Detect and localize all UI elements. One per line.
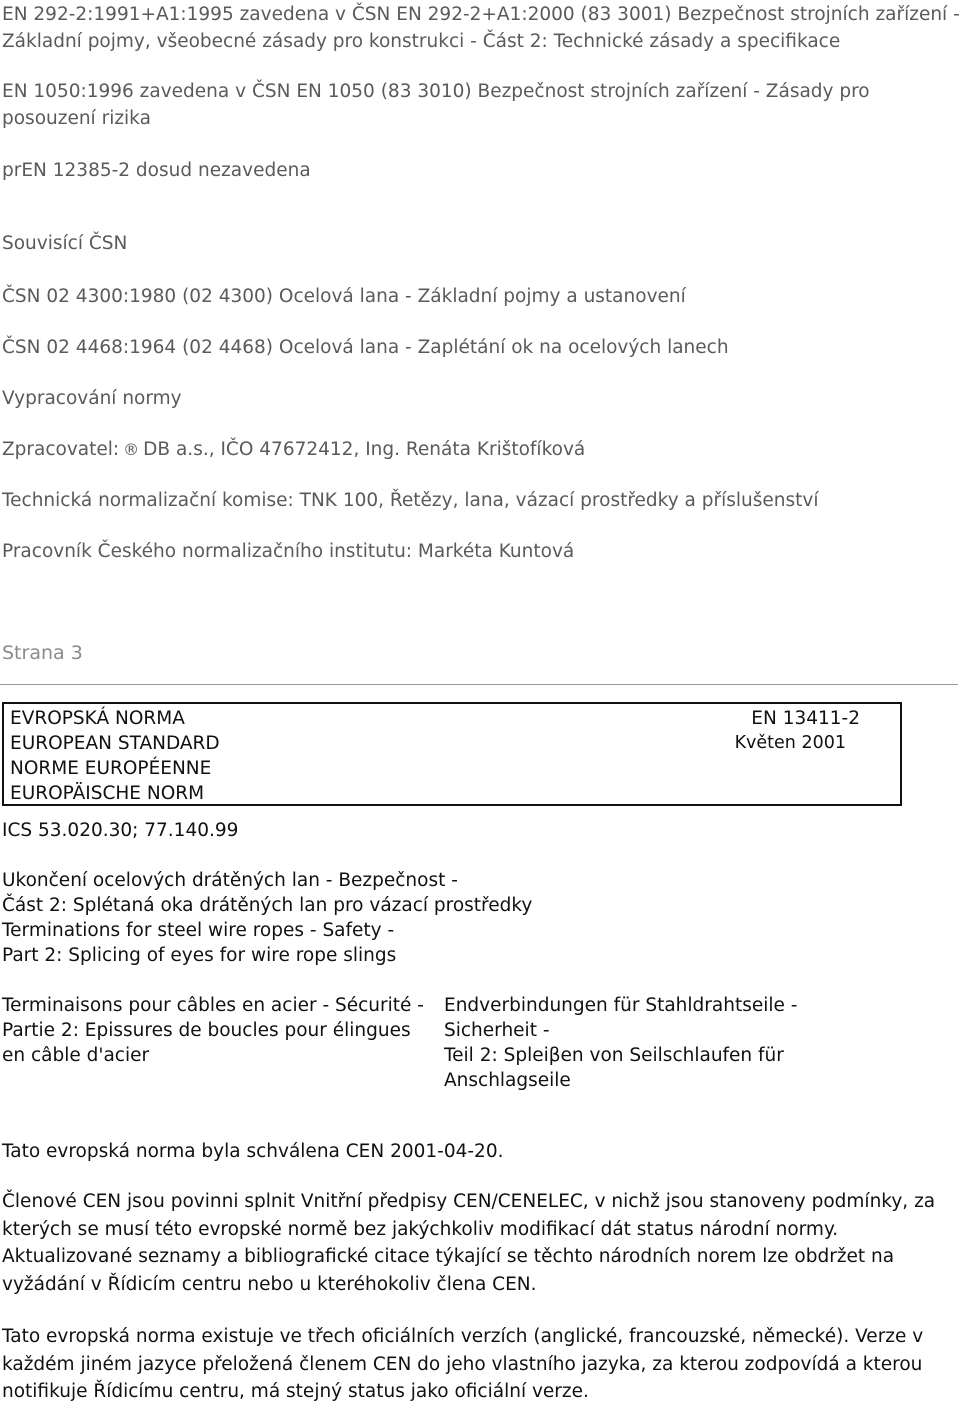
- title-en-line2: Part 2: Splicing of eyes for wire rope slings: [2, 945, 397, 966]
- members-line-1: Členové CEN jsou povinni splnit Vnitřní předpisy CEN/CENELEC, v nichž jsou stanoveny podmínky, za: [2, 1191, 936, 1212]
- members-line-3: Aktualizované seznamy a bibliografické citace týkající se těchto národních norem lze obdržet na: [2, 1246, 895, 1267]
- related-item-2: ČSN 02 4468:1964 (02 4468) Ocelová lana - Zaplétání ok na ocelových lanech: [2, 337, 729, 358]
- members-paragraph: [2, 1188, 958, 1298]
- title-cz-line1: Ukončení ocelových drátěných lan - Bezpečnost -: [2, 870, 458, 891]
- versions-line-1: Tato evropská norma existuje ve třech oficiálních verzích (anglické, francouzské, německé). Verze v: [2, 1326, 924, 1347]
- prep-heading: Vypracování normy: [2, 388, 182, 409]
- title-fr: [2, 993, 424, 1068]
- ics-codes: ICS 53.020.30; 77.140.99: [2, 820, 239, 841]
- title-fr-line1: Terminaisons pour câbles en acier - Sécurité -: [2, 995, 424, 1016]
- ref-en1050-line2: posouzení rizika: [2, 108, 151, 129]
- members-line-4: vyžádání v Řídicím centru nebo u kteréhokoliv člena CEN.: [2, 1273, 537, 1295]
- title-fr-line2: Partie 2: Epissures de boucles pour élingues: [2, 1020, 411, 1041]
- title-fr-line3: en câble d'acier: [2, 1045, 150, 1066]
- ref-en292-line1: EN 292-2:1991+A1:1995 zavedena v ČSN EN 292-2+A1:2000 (83 3001) Bezpečnost strojních zařízení -: [2, 4, 960, 25]
- prep-author-rest: DB a.s., IČO 47672412, Ing. Renáta Krištofíková: [143, 439, 586, 460]
- standard-type-en: EUROPEAN STANDARD: [10, 733, 220, 754]
- standard-date: Květen 2001: [734, 733, 846, 753]
- standard-type-de: EUROPÄISCHE NORM: [10, 783, 205, 804]
- standard-type-cz: EVROPSKÁ NORMA: [10, 708, 185, 729]
- titles-cz-en: [2, 868, 532, 968]
- title-de-line2: Sicherheit -: [444, 1020, 550, 1041]
- related-heading: Souvisící ČSN: [2, 233, 128, 254]
- versions-line-3: notifikuje Řídicímu centru, má stejný status jako oficiální verze.: [2, 1381, 589, 1402]
- registered-mark-icon: ®: [123, 440, 140, 459]
- standard-type-fr: NORME EUROPÉENNE: [10, 758, 212, 779]
- title-de-line4: Anschlagseile: [444, 1070, 571, 1091]
- title-cz-line2: Část 2: Splétaná oka drátěných lan pro vázací prostředky: [2, 895, 533, 916]
- ref-pren: prEN 12385-2 dosud nezavedena: [2, 160, 311, 181]
- title-en-line1: Terminations for steel wire ropes - Safety -: [2, 920, 395, 941]
- prep-committee: Technická normalizační komise: TNK 100, Řetězy, lana, vázací prostředky a příslušenství: [2, 490, 819, 511]
- standard-header-box: [2, 702, 902, 806]
- page-number: Strana 3: [2, 642, 83, 664]
- versions-line-2: každém jiném jazyce přeložená členem CEN do jeho vlastního jazyka, za kterou zodpovídá a kterou: [2, 1353, 923, 1375]
- title-de: [444, 993, 797, 1093]
- standard-type-names: [10, 706, 220, 806]
- title-de-line3: Teil 2: Spleiβen von Seilschlaufen für: [444, 1045, 784, 1066]
- approval-statement: Tato evropská norma byla schválena CEN 2001-04-20.: [2, 1141, 504, 1162]
- members-line-2: kterých se musí této evropské normě bez jakýchkoliv modifikací dát status národní normy.: [2, 1218, 839, 1240]
- page-divider: [0, 684, 958, 685]
- prep-author: [2, 436, 585, 463]
- related-item-1: ČSN 02 4300:1980 (02 4300) Ocelová lana - Základní pojmy a ustanovení: [2, 286, 686, 307]
- title-de-line1: Endverbindungen für Stahldrahtseile -: [444, 995, 798, 1016]
- ref-en1050-line1: EN 1050:1996 zavedena v ČSN EN 1050 (83 3010) Bezpečnost strojních zařízení - Zásady pro: [2, 81, 870, 102]
- prep-author-prefix: Zpracovatel:: [2, 439, 120, 460]
- versions-paragraph: [2, 1323, 958, 1406]
- prep-institute: Pracovník Českého normalizačního institutu: Markéta Kuntová: [2, 541, 575, 562]
- standard-code: EN 13411-2: [751, 708, 860, 729]
- ref-en292-line2: Základní pojmy, všeobecné zásady pro konstrukci - Část 2: Technické zásady a specifikace: [2, 31, 841, 52]
